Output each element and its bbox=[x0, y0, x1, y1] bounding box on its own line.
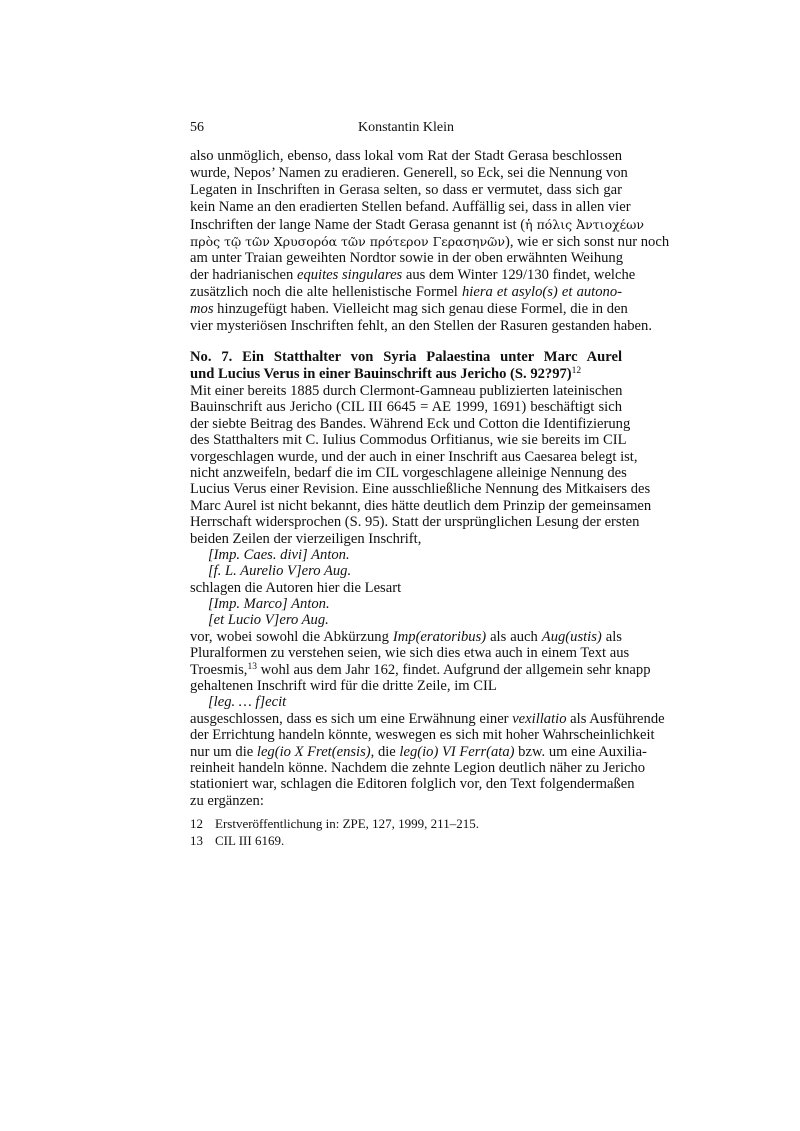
italic-text: mos bbox=[190, 301, 214, 317]
text: kein Name an den eradierten Stellen befand. Auffällig sei, dass in allen vier bbox=[190, 199, 631, 215]
inscription-line bbox=[190, 596, 622, 612]
text: vorgeschlagen wurde, und der auch in einer Inschrift aus Caesarea belegt ist, bbox=[190, 448, 638, 465]
text: Herrschaft widersprochen (S. 95). Statt der ursprünglichen Lesung der ersten bbox=[190, 514, 640, 531]
text-line bbox=[190, 383, 622, 399]
text-line bbox=[190, 250, 622, 267]
footnote-text: Erstveröffentlichung in: ZPE, 127, 1999, 211–215. bbox=[215, 816, 479, 831]
text-line bbox=[190, 165, 628, 182]
text: als Ausführende bbox=[566, 710, 665, 727]
heading-line-2 bbox=[190, 366, 622, 383]
text-line bbox=[190, 678, 622, 694]
footnote-number: 13 bbox=[190, 833, 203, 848]
text-line bbox=[190, 284, 622, 301]
text-line bbox=[190, 464, 627, 481]
text: hinzugefügt haben. Vielleicht mag sich genau diese Formel, die in den bbox=[213, 301, 628, 317]
text-line bbox=[190, 710, 665, 727]
text: vier mysteriösen Inschriften fehlt, an den Stellen der Rasuren gestanden haben. bbox=[190, 318, 652, 334]
text: wohl aus dem Jahr 162, findet. Aufgrund der allgemein sehr knapp bbox=[256, 661, 651, 678]
text-line bbox=[190, 497, 652, 514]
text: wurde, Nepos’ Namen zu eradieren. Generell, so Eck, sei die Nennung von bbox=[190, 165, 628, 181]
text-line bbox=[190, 645, 630, 662]
text-line bbox=[190, 793, 622, 809]
text-line bbox=[190, 531, 622, 547]
italic-text: [f. L. Aurelio V]ero Aug. bbox=[208, 563, 352, 580]
text: Mit einer bereits 1885 durch Clermont-Gamneau publizierten lateinischen bbox=[190, 383, 623, 399]
text-line bbox=[190, 318, 652, 335]
text-line bbox=[190, 399, 622, 415]
text: als bbox=[601, 628, 622, 645]
text: reinheit handeln könne. Nachdem die zehnte Legion deutlich näher zu Jericho bbox=[190, 759, 646, 776]
heading-line-1: No. 7. Ein Statthalter von Syria Palaestina unter Marc Aurel bbox=[190, 349, 622, 365]
italic-text: leg(io) VI Ferr(ata) bbox=[399, 743, 515, 760]
italic-text: hiera et asylo(s) et autono- bbox=[461, 284, 622, 300]
inscription-line bbox=[190, 563, 622, 579]
text: zu ergänzen: bbox=[190, 792, 264, 809]
text-line bbox=[190, 216, 644, 233]
footnote bbox=[190, 832, 622, 849]
text: schlagen die Autoren hier die Lesart bbox=[190, 579, 402, 596]
text: zusätzlich noch die alte hellenistische Formel bbox=[190, 284, 462, 300]
text-line bbox=[190, 514, 640, 531]
heading-line-2-text: und Lucius Verus in einer Bauinschrift aus Jericho (S. 92?97) bbox=[190, 366, 572, 382]
text: der hadrianischen bbox=[190, 267, 297, 283]
footnote-ref[interactable]: 13 bbox=[247, 661, 257, 672]
text-line bbox=[190, 267, 636, 284]
text: der Errichtung handeln könnte, weswegen es sich mit hoher Wahrscheinlichkeit bbox=[190, 727, 655, 744]
italic-text: [et Lucio V]ero Aug. bbox=[208, 612, 329, 629]
text: Troesmis, bbox=[190, 661, 248, 678]
text: vor, wobei sowohl die Abkürzung bbox=[190, 628, 393, 645]
inscription-line bbox=[190, 612, 622, 628]
inscription-line bbox=[190, 694, 622, 710]
text-line bbox=[190, 233, 670, 250]
text: bzw. um eine Auxilia- bbox=[514, 743, 647, 760]
italic-text: [leg. … f]ecit bbox=[208, 694, 287, 711]
section-heading bbox=[190, 349, 622, 383]
text-line bbox=[190, 481, 651, 498]
italic-text: leg(io X Fret(ensis) bbox=[256, 743, 371, 760]
paragraph-1 bbox=[190, 148, 670, 335]
text-line bbox=[190, 448, 638, 465]
running-title: Konstantin Klein bbox=[357, 120, 455, 135]
italic-text: Aug(ustis) bbox=[541, 628, 602, 645]
text: am unter Traian geweihten Nordtor sowie in der oben erwähnten Weihung bbox=[190, 250, 624, 266]
text: als auch bbox=[486, 628, 542, 645]
text-line bbox=[190, 759, 646, 776]
footnote-text: CIL III 6169. bbox=[215, 833, 285, 848]
text: also unmöglich, ebenso, dass lokal vom Rat der Stadt Gerasa beschlossen bbox=[190, 148, 622, 164]
page-number: 56 bbox=[190, 120, 204, 135]
text-line bbox=[190, 301, 628, 318]
text-line bbox=[190, 580, 622, 596]
text-line bbox=[190, 148, 622, 165]
text-line bbox=[190, 727, 655, 744]
text: des Statthalters mit C. Iulius Commodus Orfitianus, wie sie bereits im CIL bbox=[190, 432, 627, 449]
text-line bbox=[190, 182, 622, 199]
greek-text: ἡ πόλις Ἀντιοχέων bbox=[525, 217, 644, 232]
text: gehaltenen Inschrift wird für die dritte Zeile, im CIL bbox=[190, 678, 497, 695]
text-line bbox=[190, 743, 647, 760]
footnote-number: 12 bbox=[190, 816, 203, 831]
text: nicht anzweifeln, bedarf die im CIL vorgeschlagene alleinige Nennung des bbox=[190, 464, 627, 481]
text: Bauinschrift aus Jericho (CIL III 6645 = AE 1999, 1691) beschäftigt sich bbox=[190, 399, 622, 416]
greek-text: πρὸς τῷ τῶν Χρυσορόα τῶν πρότερον Γερασηνῶν bbox=[190, 234, 505, 249]
footnotes bbox=[190, 815, 622, 849]
section-body bbox=[190, 383, 665, 809]
italic-text: vexillatio bbox=[512, 710, 567, 727]
text: aus dem Winter 129/130 findet, welche bbox=[402, 267, 636, 283]
text: Lucius Verus einer Revision. Eine ausschließliche Nennung des Mitkaisers des bbox=[190, 481, 651, 498]
text: nur um die bbox=[190, 743, 257, 760]
text: , die bbox=[370, 743, 400, 760]
text: ausgeschlossen, dass es sich um eine Erwähnung einer bbox=[190, 710, 513, 727]
text-line bbox=[190, 629, 622, 645]
text-line bbox=[190, 199, 631, 216]
text: beiden Zeilen der vierzeiligen Inschrift, bbox=[190, 530, 422, 547]
text: der siebte Beitrag des Bandes. Während Eck und Cotton die Identifizierung bbox=[190, 415, 631, 432]
text: Marc Aurel ist nicht bekannt, dies hätte deutlich dem Prinzip der gemeinsamen bbox=[190, 497, 652, 514]
text-line bbox=[190, 415, 631, 432]
footnote-ref[interactable]: 12 bbox=[571, 366, 582, 376]
italic-text: [Imp. Caes. divi] Anton. bbox=[208, 546, 350, 563]
inscription-line bbox=[190, 547, 622, 563]
text: Legaten in Inschriften in Gerasa selten, so dass er vermutet, dass sich gar bbox=[190, 182, 622, 198]
text-line bbox=[190, 776, 635, 793]
text: ), wie er sich sonst nur noch bbox=[504, 234, 670, 250]
text: Pluralformen zu verstehen seien, wie sich dies etwa auch in einem Text aus bbox=[190, 645, 630, 662]
italic-text: [Imp. Marco] Anton. bbox=[208, 596, 330, 613]
text-line bbox=[190, 432, 627, 449]
text: stationiert war, schlagen die Editoren folglich vor, den Text folgendermaßen bbox=[190, 776, 635, 793]
text-line bbox=[190, 661, 651, 678]
footnote bbox=[190, 815, 622, 832]
italic-text: Imp(eratoribus) bbox=[392, 628, 487, 645]
text: Inschriften der lange Name der Stadt Gerasa genannt ist ( bbox=[190, 217, 526, 233]
italic-text: equites singulares bbox=[296, 267, 403, 283]
